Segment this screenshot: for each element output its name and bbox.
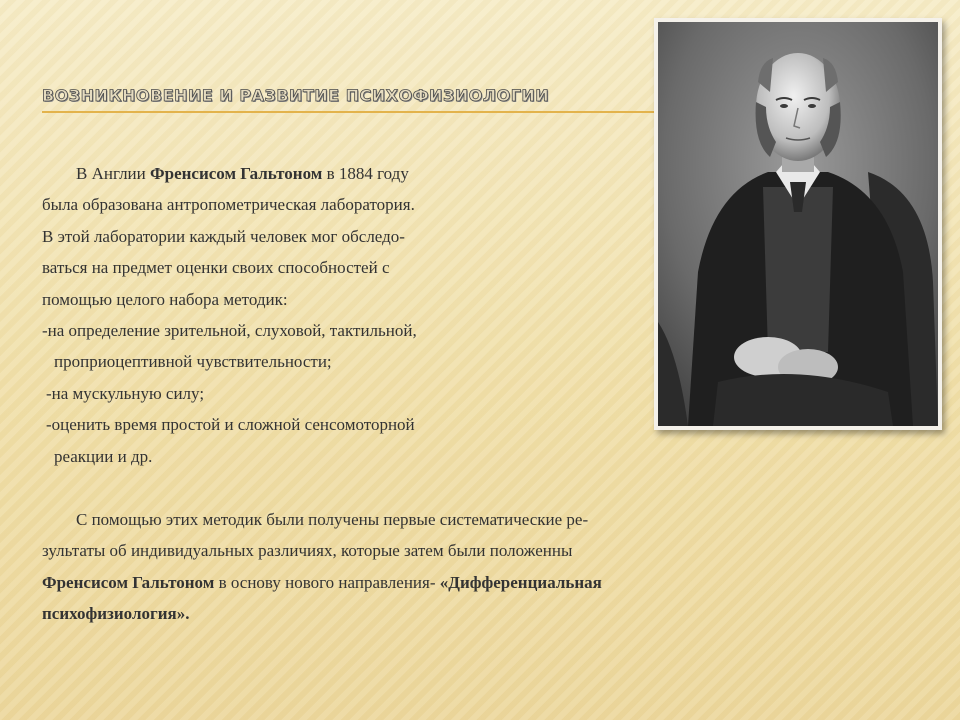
text-segment: в основу нового направления- [214, 572, 440, 592]
paragraph-1-line-3: В этой лаборатории каждый человек мог обследо- [42, 226, 405, 246]
paragraph-2-line-4: психофизиология». [42, 604, 190, 624]
list-item-reaction-continued: реакции и др. [54, 446, 153, 466]
slide-title: ВОЗНИКНОВЕНИЕ И РАЗВИТИЕ ПСИХОФИЗИОЛОГИИ [42, 86, 550, 105]
paragraph-1-line-4: ваться на предмет оценки своих способностей с [42, 258, 390, 278]
list-item-reaction: -оценить время простой и сложной сенсомоторной [46, 415, 415, 435]
list-item-visual: -на определение зрительной, слуховой, тактильной, [42, 321, 417, 341]
author-name: Френсисом Гальтоном [42, 572, 215, 592]
title-underline [42, 111, 654, 113]
paragraph-1-line-5: помощью целого набора методик: [42, 289, 288, 309]
paragraph-1-line-2: была образована антропометрическая лаборатория. [42, 195, 415, 215]
paragraph-2 [42, 504, 802, 630]
list-item-muscle: -на мускульную силу; [46, 383, 205, 403]
list-item-visual-continued: проприоцептивной чувствительности; [54, 352, 332, 372]
paragraph-1 [42, 158, 602, 472]
portrait-photo-icon [658, 22, 938, 426]
portrait-frame [654, 18, 942, 430]
paragraph-2-line-3 [42, 567, 802, 598]
author-name: Френсисом Гальтоном [150, 164, 323, 183]
text-segment: В Англии [76, 164, 151, 183]
text-segment: в 1884 году [322, 164, 409, 183]
paragraph-2-line-1: С помощью этих методик были получены первые систематические ре- [76, 510, 589, 529]
paragraph-2-line-2: зультаты об индивидуальных различиях, которые затем были положенны [42, 541, 573, 561]
paragraph-1-line-1 [42, 158, 602, 189]
discipline-name: «Дифференциальная [439, 572, 602, 592]
